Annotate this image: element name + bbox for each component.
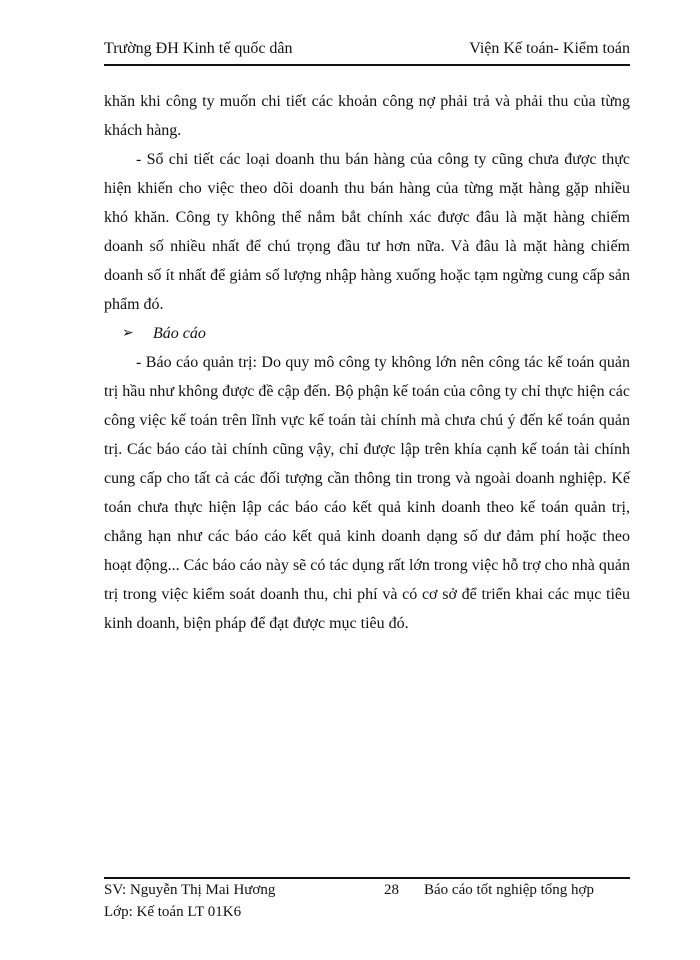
section-heading-reports: [104, 319, 630, 348]
section-heading-label: Báo cáo: [153, 325, 206, 342]
paragraph-continuation: khăn khi công ty muốn chi tiết các khoản công nợ phải trả và phải thu của từng khách hàng.: [104, 93, 630, 139]
footer-class: Lớp: Kế toán LT 01K6: [104, 904, 242, 920]
page-footer: [104, 882, 630, 930]
header-divider: [104, 64, 630, 66]
page-number: 28: [384, 882, 399, 898]
page-header: [104, 40, 630, 64]
arrow-bullet-icon: ➢: [122, 326, 134, 341]
header-university: Trường ĐH Kinh tế quốc dân: [104, 40, 293, 57]
footer-divider: [104, 877, 630, 879]
paragraph-management-reports: - Báo cáo quản trị: Do quy mô công ty không lớn nên công tác kế toán quản trị hầu như không được đề cập đến. Bộ phận kế toán của công ty chỉ thực hiện các công việc kế toán trên lĩnh vực kế toán tài chính mà chưa chú ý đến kế toán quản trị. Các báo cáo tài chính cũng vậy, chỉ được lập trên khía cạnh kế toán tài chính cung cấp cho tất cả các đối tượng cần thông tin trong và ngoài doanh nghiệp. Kế toán chưa thực hiện lập các báo cáo kết quả kinh doanh theo kế toán quản trị, chẳng hạn như các báo cáo kết quả kinh doanh dạng số dư đảm phí hoặc theo hoạt động... Các báo cáo này sẽ có tác dụng rất lớn trong việc hỗ trợ cho nhà quản trị trong việc kiểm soát doanh thu, chi phí và có cơ sở để triển khai các mục tiêu kinh doanh, biện pháp để đạt được mục tiêu đó.: [104, 354, 630, 632]
footer-student: SV: Nguyễn Thị Mai Hương: [104, 882, 276, 898]
paragraph-revenue-ledger: - Sổ chi tiết các loại doanh thu bán hàng của công ty cũng chưa được thực hiện khiến cho việc theo dõi doanh thu bán hàng của từng mặt hàng gặp nhiều khó khăn. Công ty không thể nắm bắt chính xác được đâu là mặt hàng chiếm doanh số nhiều nhất để chú trọng đầu tư hơn nữa. Và đâu là mặt hàng chiếm doanh số ít nhất để giảm số lượng nhập hàng xuống hoặc tạm ngừng cung cấp sản phẩm đó.: [104, 151, 630, 313]
footer-report-title: Báo cáo tốt nghiệp tổng hợp: [424, 882, 594, 898]
header-institute: Viện Kế toán- Kiểm toán: [469, 40, 630, 57]
document-body: [104, 87, 630, 638]
